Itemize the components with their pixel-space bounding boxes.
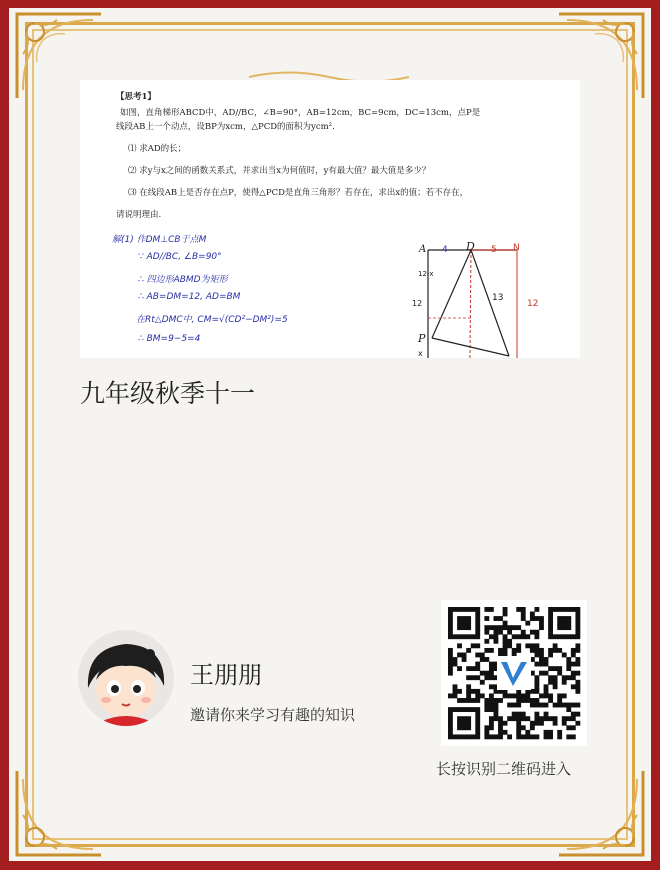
lesson-title: 九年级秋季十一 xyxy=(80,379,256,408)
figure-label: 12 xyxy=(527,299,539,309)
question-line: 线段AB上一个动点，设BP为xcm，△PCD的面积为ycm². xyxy=(116,122,335,132)
figure-label: 12 xyxy=(412,299,423,308)
question-line: 如图，直角梯形ABCD中，AD//BC，∠B=90°，AB=12cm，BC=9cm，DC=13cm，点P是 xyxy=(120,108,481,118)
figure-label: 12-x xyxy=(418,270,434,278)
corner-ornament-icon xyxy=(555,767,647,859)
handwritten-step: ∴ 四边形ABMD为矩形 xyxy=(138,275,228,285)
qr-code[interactable] xyxy=(441,600,587,746)
handwritten-step: 在Rt△DMC中, CM=√(CD²−DM²)=5 xyxy=(136,315,288,325)
figure-label: A xyxy=(419,244,427,255)
handwritten-step: ∴ BM=9−5=4 xyxy=(138,334,201,344)
question-part: ⑵ 求y与x之间的函数关系式，并求出当x为何值时，y有最大值？最大值是多少？ xyxy=(128,166,431,176)
question-part: 请说明理由. xyxy=(116,210,162,220)
figure-label: P xyxy=(418,332,426,345)
handwritten-step: 解(1) 作DM⊥CB于点M xyxy=(112,235,207,245)
figure-label: x xyxy=(418,349,423,358)
share-poster xyxy=(9,8,651,861)
figure-label: 4 xyxy=(442,245,448,255)
question-part: ⑴ 求AD的长； xyxy=(128,144,187,154)
figure-label: D xyxy=(466,240,475,253)
corner-ornament-icon xyxy=(13,767,105,859)
qr-code-icon xyxy=(441,600,587,746)
avatar xyxy=(78,630,174,726)
figure-label: 13 xyxy=(492,293,504,303)
question-part: ⑶ 在线段AB上是否存在点P，使得△PCD是直角三角形？若存在，求出x的值；若不存在， xyxy=(128,188,469,198)
qr-caption: 长按识别二维码进入 xyxy=(436,760,572,778)
handwritten-step: ∴ AB=DM=12, AD=BM xyxy=(138,292,241,302)
figure-label: N xyxy=(513,243,520,253)
worksheet-image xyxy=(80,80,580,358)
invite-text: 邀请你来学习有趣的知识 xyxy=(190,706,356,724)
cartoon-face-icon xyxy=(78,630,174,726)
figure-label: 5 xyxy=(491,245,497,255)
question-heading: 【思考1】 xyxy=(116,92,156,102)
user-name: 王朋朋 xyxy=(190,661,262,689)
geometry-figure xyxy=(80,80,580,358)
handwritten-step: ∵ AD//BC, ∠B=90° xyxy=(138,252,222,262)
